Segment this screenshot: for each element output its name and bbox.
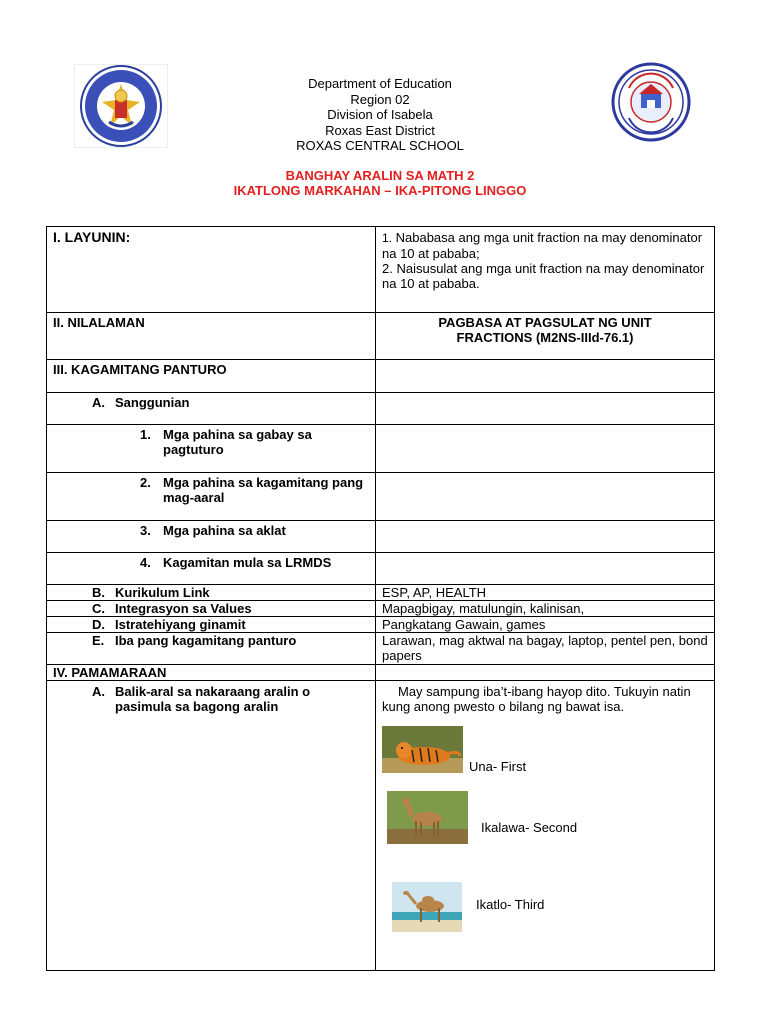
deer-image (387, 791, 468, 844)
item-4-value (376, 553, 715, 585)
caption-third: Ikatlo- Third (476, 897, 545, 912)
kurikulum-label (47, 585, 376, 601)
school-name: ROXAS CENTRAL SCHOOL (296, 138, 464, 153)
region-name: Region 02 (350, 91, 410, 107)
item-2-text: Mga pahina sa kagamitang pang mag-aaral (163, 475, 364, 505)
layunin-row (47, 227, 715, 313)
nilalaman-value: PAGBASA AT PAGSULAT NG UNIT FRACTIONS (M2NS-IIId-76.1) (376, 313, 715, 360)
item-4-number: 4. (140, 555, 151, 570)
pamamaraan-label: IV. PAMAMARAAN (47, 665, 376, 681)
item-3-label (47, 521, 376, 553)
item-2-value (376, 473, 715, 521)
iba-pang-text: Iba pang kagamitang panturo (115, 633, 297, 648)
item-row-1 (47, 425, 715, 473)
school-seal-logo (609, 62, 693, 142)
kagamitan-value (376, 360, 715, 393)
item-1-value (376, 425, 715, 473)
integrasyon-value: Mapagbigay, matulungin, kalinisan, (376, 601, 715, 617)
item-3-number: 3. (140, 523, 151, 538)
kagamitan-label: III. KAGAMITANG PANTURO (47, 360, 376, 393)
caption-first: Una- First (469, 759, 527, 774)
item-1-label (47, 425, 376, 473)
layunin-objectives (376, 227, 715, 313)
item-3-value (376, 521, 715, 553)
item-1-text: Mga pahina sa gabay sa pagtuturo (163, 427, 312, 457)
integrasyon-text: Integrasyon sa Values (115, 601, 252, 616)
iba-pang-row (47, 633, 715, 665)
item-row-2 (47, 473, 715, 521)
istratehiya-letter: D. (92, 617, 105, 632)
lesson-plan-table (46, 226, 715, 971)
title-line-2: IKATLONG MARKAHAN – IKA-PITONG LINGGO (233, 183, 527, 198)
objective-2: 2. Naisusulat ang mga unit fraction na may denominator na 10 at pababa. (382, 261, 705, 291)
department-name: Department of Education (308, 76, 452, 91)
balik-aral-label (47, 681, 376, 971)
iba-pang-value: Larawan, mag aktwal na bagay, laptop, pentel pen, bond papers (376, 633, 715, 665)
item-4-text: Kagamitan mula sa LRMDS (163, 555, 332, 570)
iba-pang-label (47, 633, 376, 665)
kurikulum-letter: B. (92, 585, 105, 600)
balik-aral-intro: May sampung iba’t-ibang hayop dito. Tukuyin natin kung anong pwesto o bilang ng bawat isa. (376, 681, 715, 971)
deped-seal-logo (74, 64, 168, 148)
objective-1-number: 1. (382, 231, 393, 245)
sanggunian-text: Sanggunian (115, 395, 190, 410)
item-row-4 (47, 553, 715, 585)
item-1-number: 1. (140, 427, 151, 442)
objective-1 (382, 230, 708, 261)
pamamaraan-value (376, 665, 715, 681)
division-name: Division of Isabela (327, 107, 433, 122)
istratehiya-row (47, 617, 715, 633)
item-4-label (47, 553, 376, 585)
kurikulum-text: Kurikulum Link (115, 585, 210, 600)
balik-aral-row (47, 681, 715, 971)
pamamaraan-row (47, 665, 715, 681)
caption-second: Ikalawa- Second (481, 820, 578, 835)
item-2-label (47, 473, 376, 521)
integrasyon-label (47, 601, 376, 617)
objective-1-text: Nababasa ang mga unit fraction na may denominator na 10 at pababa; (382, 230, 703, 261)
item-row-3 (47, 521, 715, 553)
school-header (230, 76, 530, 154)
nilalaman-label: II. NILALAMAN (47, 313, 376, 360)
item-2-number: 2. (140, 475, 151, 490)
document-title (130, 168, 630, 198)
nilalaman-row (47, 313, 715, 360)
item-3-text: Mga pahina sa aklat (163, 523, 286, 538)
title-line-1: BANGHAY ARALIN SA MATH 2 (285, 168, 475, 183)
sanggunian-row (47, 393, 715, 425)
sanggunian-label (47, 393, 376, 425)
istratehiya-value: Pangkatang Gawain, games (376, 617, 715, 633)
kurikulum-row (47, 585, 715, 601)
sanggunian-letter: A. (92, 395, 105, 410)
iba-pang-letter: E. (92, 633, 105, 648)
district-name: Roxas East District (325, 122, 435, 138)
integrasyon-row (47, 601, 715, 617)
kagamitan-row (47, 360, 715, 393)
istratehiya-label (47, 617, 376, 633)
camel-image (392, 882, 462, 932)
istratehiya-text: Istratehiyang ginamit (115, 617, 246, 632)
layunin-label: I. LAYUNIN: (47, 227, 376, 313)
balik-aral-letter: A. (92, 684, 105, 699)
balik-aral-text: Balik-aral sa nakaraang aralin o pasimula sa bagong aralin (115, 684, 311, 714)
tiger-image (382, 726, 463, 773)
kurikulum-value: ESP, AP, HEALTH (376, 585, 715, 601)
sanggunian-value (376, 393, 715, 425)
integrasyon-letter: C. (92, 601, 105, 616)
